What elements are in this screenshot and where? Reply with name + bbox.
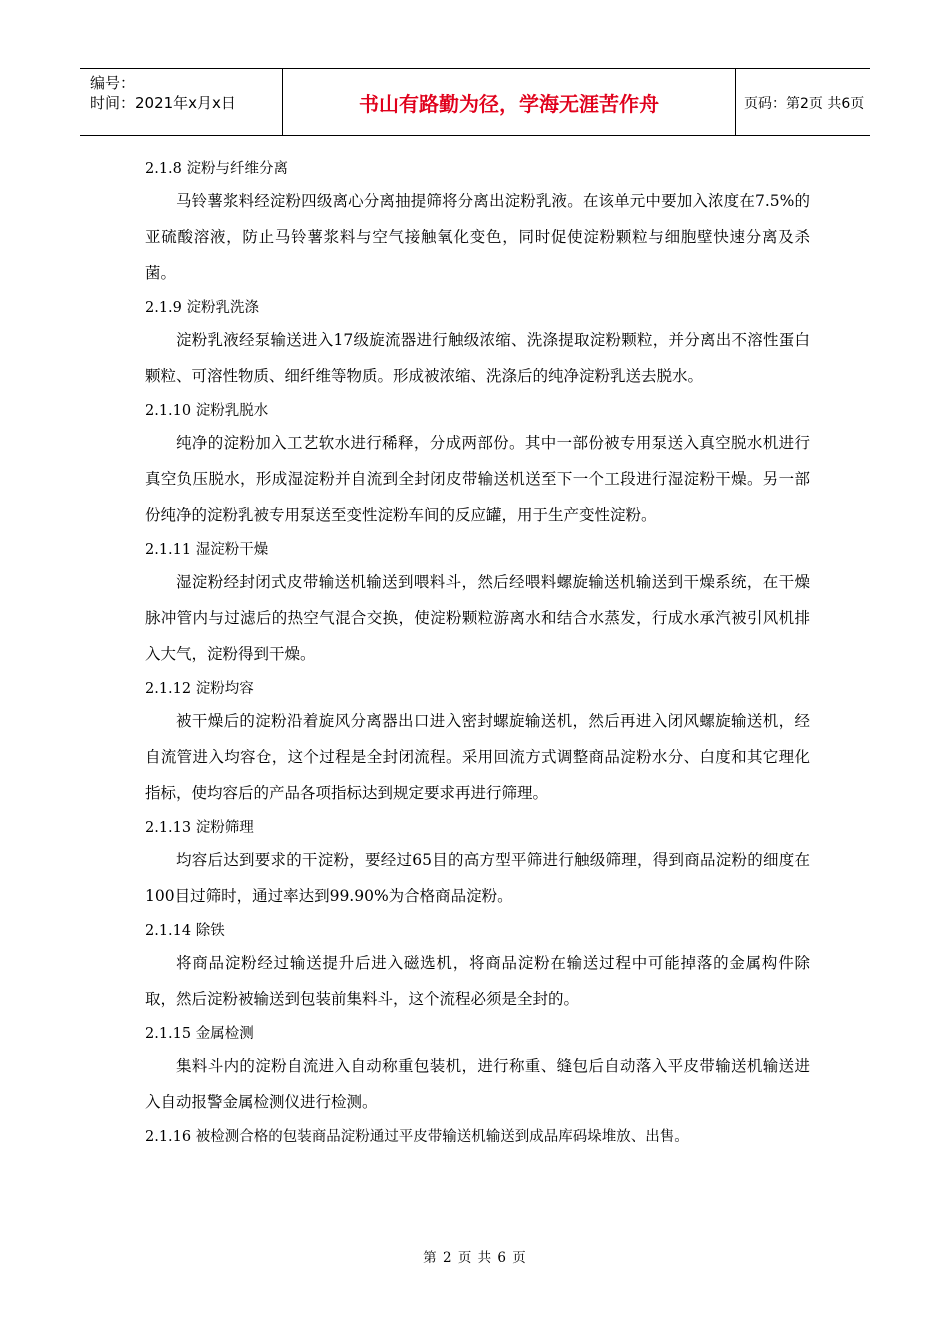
section-paragraph: 被干燥后的淀粉沿着旋风分离器出口进入密封螺旋输送机，然后再进入闭风螺旋输送机，经自流管进入均容仓，这个过程是全封闭流程。采用回流方式调整商品淀粉水分、白度和其它理化指标，使均容后的产品各项指标达到规定要求再进行筛理。 <box>145 712 810 802</box>
header-page-info-cell <box>736 69 870 136</box>
header-page-info: 页码：第2页 共6页 <box>744 95 865 112</box>
document-date: 时间：2021年x月x日 <box>90 94 236 112</box>
section-2-1-13 <box>145 817 810 914</box>
section-paragraph: 将商品淀粉经过输送提升后进入磁选机，将商品淀粉在输送过程中可能掉落的金属构件除取，然后淀粉被输送到包装前集料斗，这个流程必须是全封的。 <box>145 954 810 1008</box>
header-meta <box>80 69 283 136</box>
section-2-1-11 <box>145 539 810 672</box>
section-heading: 2.1.14 除铁 <box>145 923 225 939</box>
page-header <box>80 68 870 136</box>
section-heading: 2.1.9 淀粉乳洗涤 <box>145 300 260 316</box>
page-footer: 第 2 页 共 6 页 <box>423 1250 527 1266</box>
section-heading: 2.1.8 淀粉与纤维分离 <box>145 161 289 177</box>
section-heading: 2.1.10 淀粉乳脱水 <box>145 403 269 419</box>
section-heading: 2.1.16 被检测合格的包装商品淀粉通过平皮带输送机输送到成品库码垛堆放、出售。 <box>145 1129 689 1145</box>
section-2-1-10 <box>145 400 810 533</box>
section-paragraph: 纯净的淀粉加入工艺软水进行稀释，分成两部份。其中一部份被专用泵送入真空脱水机进行真空负压脱水，形成湿淀粉并自流到全封闭皮带输送机送至下一个工段进行湿淀粉干燥。另一部份纯净的淀粉乳被专用泵送至变性淀粉车间的反应罐，用于生产变性淀粉。 <box>145 434 810 524</box>
document-number-label: 编号： <box>90 74 136 92</box>
section-heading: 2.1.11 湿淀粉干燥 <box>145 542 269 558</box>
section-paragraph: 均容后达到要求的干淀粉，要经过65目的高方型平筛进行触级筛理，得到商品淀粉的细度在100目过筛时，通过率达到99.90%为合格商品淀粉。 <box>145 851 810 905</box>
section-paragraph: 湿淀粉经封闭式皮带输送机输送到喂料斗，然后经喂料螺旋输送机输送到干燥系统，在干燥脉冲管内与过滤后的热空气混合交换，使淀粉颗粒游离水和结合水蒸发，行成水承汽被引风机排入大气，淀粉得到干燥。 <box>145 573 810 663</box>
header-motto-cell <box>283 69 736 136</box>
section-2-1-12 <box>145 678 810 811</box>
section-paragraph: 集料斗内的淀粉自流进入自动称重包装机，进行称重、缝包后自动落入平皮带输送机输送进入自动报警金属检测仪进行检测。 <box>145 1057 810 1111</box>
section-paragraph: 马铃薯浆料经淀粉四级离心分离抽提筛将分离出淀粉乳液。在该单元中要加入浓度在7.5%的亚硫酸溶液，防止马铃薯浆料与空气接触氧化变色，同时促使淀粉颗粒与细胞壁快速分离及杀菌。 <box>145 192 810 282</box>
document-body <box>145 152 810 1151</box>
section-heading: 2.1.15 金属检测 <box>145 1026 254 1042</box>
section-2-1-14 <box>145 920 810 1017</box>
header-motto: 书山有路勤为径，学海无涯苦作舟 <box>359 92 659 116</box>
section-2-1-9 <box>145 297 810 394</box>
section-2-1-16 <box>145 1126 810 1148</box>
section-heading: 2.1.13 淀粉筛理 <box>145 820 254 836</box>
section-2-1-8 <box>145 158 810 291</box>
section-paragraph: 淀粉乳液经泵输送进入17级旋流器进行触级浓缩、洗涤提取淀粉颗粒，并分离出不溶性蛋白颗粒、可溶性物质、细纤维等物质。形成被浓缩、洗涤后的纯净淀粉乳送去脱水。 <box>145 331 810 385</box>
section-2-1-15 <box>145 1023 810 1120</box>
section-heading: 2.1.12 淀粉均容 <box>145 681 254 697</box>
